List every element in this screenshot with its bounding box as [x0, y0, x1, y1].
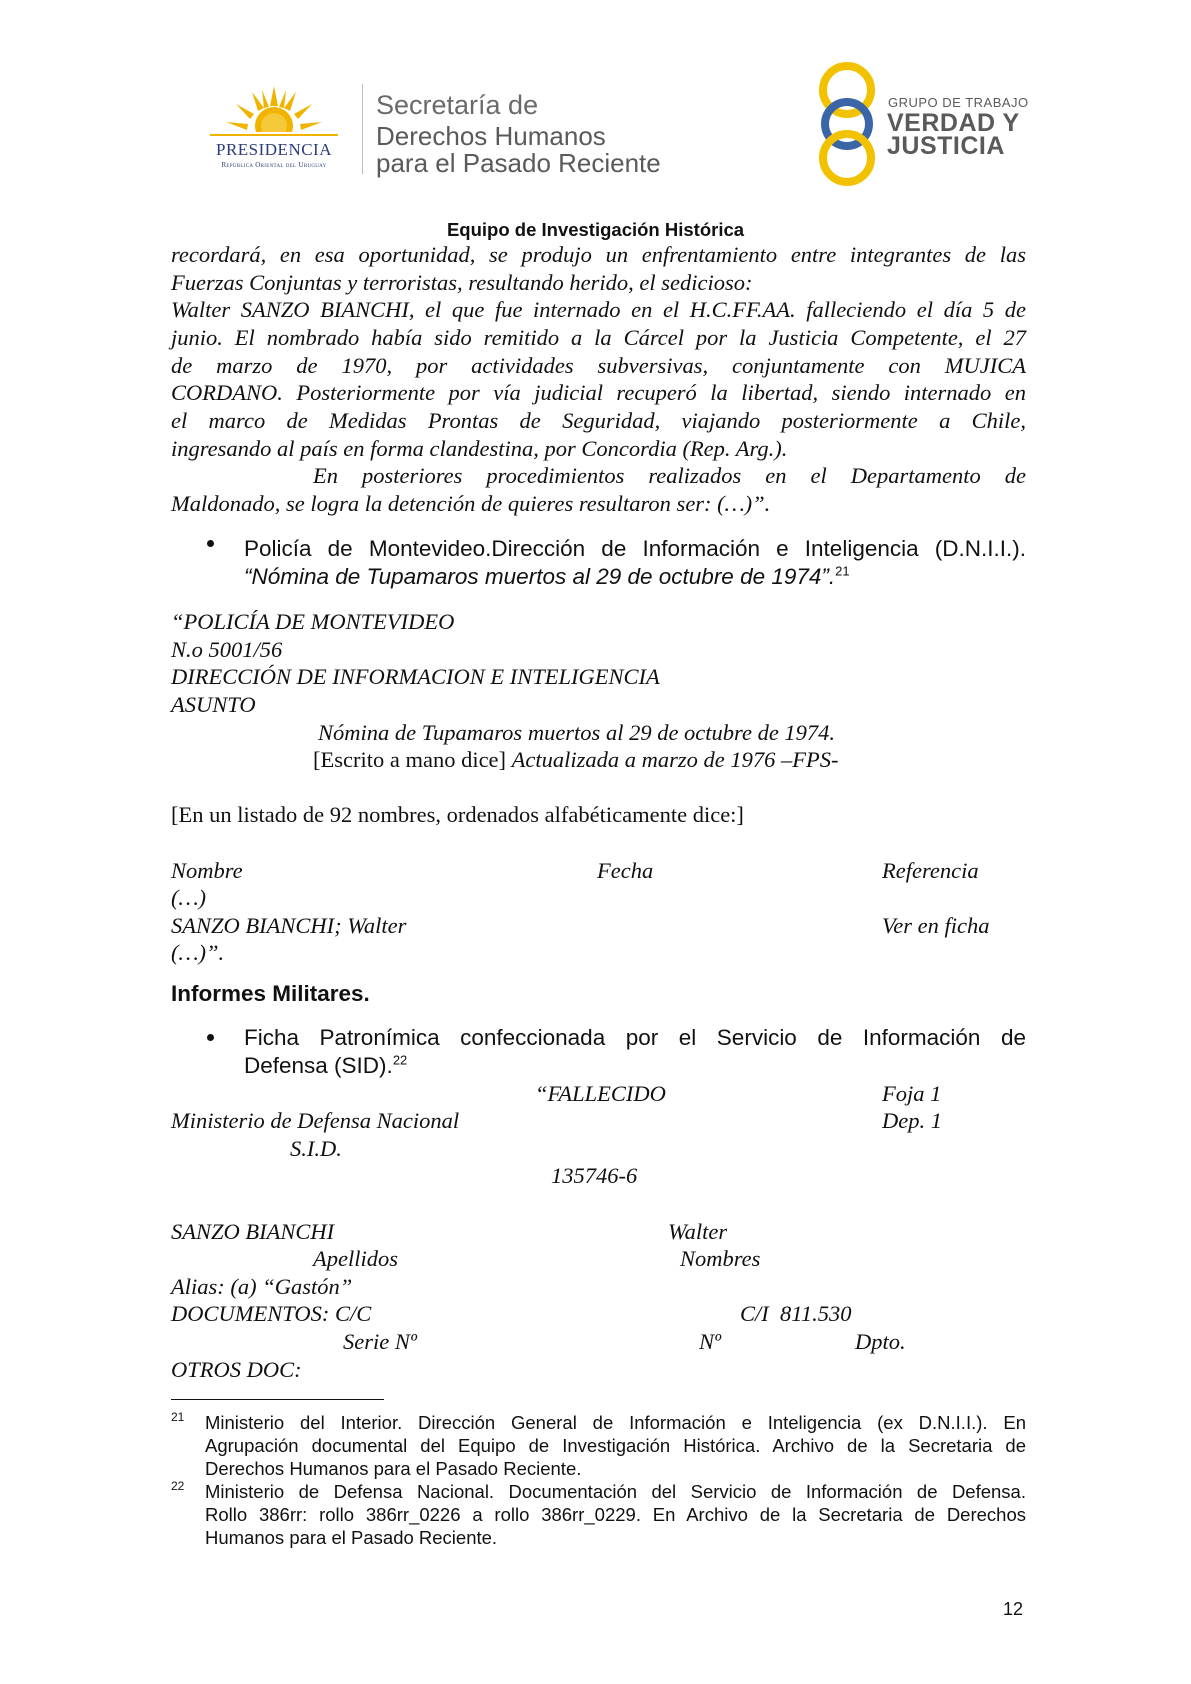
- footnote-separator: [171, 1399, 384, 1400]
- quote-line: Maldonado, se logra la detención de quieres resultaron ser: (…)”.: [171, 491, 771, 516]
- presidencia-logo: [196, 82, 352, 174]
- bullet-1-line2: [244, 563, 850, 591]
- quote-line: junio. El nombrado había sido remitido a la Cárcel por la Justicia Competente, el 27: [171, 325, 1026, 350]
- ficha-sid: S.I.D.: [290, 1136, 342, 1161]
- doc-line: ASUNTO: [171, 692, 256, 717]
- listing-note: [En un listado de 92 nombres, ordenados alfabéticamente dice:]: [171, 802, 744, 827]
- table-row-ref: Ver en ficha: [882, 913, 990, 938]
- footnote-line: Humanos para el Pasado Reciente.: [205, 1527, 498, 1548]
- doc-line: “POLICÍA DE MONTEVIDEO: [171, 609, 455, 634]
- bullet-dot-icon: [207, 1034, 214, 1041]
- secretaria-line1: Secretaría de: [376, 90, 539, 120]
- ficha-fallecido: “FALLECIDO: [535, 1081, 666, 1106]
- footnote-line: Ministerio del Interior. Dirección General de Información e Inteligencia (ex D.N.I.I.). En: [205, 1412, 1026, 1433]
- footnote-number: 21: [171, 1410, 185, 1424]
- quote-line: Walter SANZO BIANCHI, el que fue internado en el H.C.FF.AA. falleciendo el día 5 de: [171, 297, 1026, 322]
- section-title: Informes Militares.: [171, 981, 370, 1006]
- ficha-dep: Dep. 1: [882, 1108, 942, 1133]
- bullet-2-line1: Ficha Patronímica confeccionada por el Servicio de Información de: [244, 1025, 1026, 1050]
- page-number: 12: [1003, 1599, 1024, 1619]
- table-ellipsis: (…): [171, 885, 206, 910]
- bullet-1-title: “Nómina de Tupamaros muertos al 29 de octubre de 1974”.: [244, 564, 836, 589]
- col-header-name: Nombre: [171, 858, 243, 883]
- footnote-ref-22[interactable]: 22: [392, 1052, 408, 1068]
- footnote-number: 22: [171, 1479, 185, 1493]
- secretaria-line2: Derechos Humanos: [376, 121, 606, 151]
- secretaria-line3: para el Pasado Reciente: [376, 148, 661, 178]
- bullet-2-line2: [244, 1052, 407, 1080]
- grupo-line1: GRUPO DE TRABAJO: [888, 95, 1029, 110]
- ficha-foja: Foja 1: [882, 1081, 942, 1106]
- grupo-line3: JUSTICIA: [887, 132, 1005, 160]
- ficha-number: 135746-6: [551, 1163, 638, 1188]
- ficha-ci: C/I 811.530: [740, 1301, 852, 1326]
- footnote-line: Ministerio de Defensa Nacional. Documentación del Servicio de Información de Defensa.: [205, 1481, 1026, 1502]
- footnote-line: Agrupación documental del Equipo de Investigación Histórica. Archivo de la Secretaria de: [205, 1435, 1026, 1456]
- ficha-apellido: SANZO BIANCHI: [171, 1219, 335, 1244]
- ficha-serie: Serie Nº: [343, 1329, 417, 1354]
- ficha-alias: Alias: (a) “Gastón”: [171, 1274, 353, 1299]
- quote-line: recordará, en esa oportunidad, se produjo un enfrentamiento entre integrantes de las: [171, 242, 1026, 267]
- col-header-date: Fecha: [597, 858, 654, 883]
- quote-line: el marco de Medidas Prontas de Seguridad, viajando posteriormente a Chile,: [171, 408, 1026, 433]
- ficha-otros: OTROS DOC:: [171, 1357, 302, 1382]
- table-row-name: SANZO BIANCHI; Walter: [171, 913, 407, 938]
- ficha-dpto: Dpto.: [855, 1329, 906, 1354]
- footnote-ref-21[interactable]: 21: [835, 563, 850, 579]
- quote-line: Fuerzas Conjuntas y terroristas, resultando herido, el sedicioso:: [171, 270, 753, 295]
- presidencia-subtitle: República Oriental del Uruguay: [221, 161, 327, 169]
- grupo-line2: VERDAD Y: [887, 109, 1020, 137]
- grupo-trabajo-logo-icon: [812, 62, 882, 186]
- doc-handwritten: [313, 746, 839, 774]
- ficha-numero: Nº: [699, 1329, 721, 1354]
- quote-line: CORDANO. Posteriormente por vía judicial recuperó la libertad, siendo internado en: [171, 380, 1026, 405]
- header-divider: [362, 84, 363, 174]
- bullet-dot-icon: [207, 540, 214, 547]
- ficha-ministerio: Ministerio de Defensa Nacional: [171, 1108, 460, 1133]
- handwritten-prefix: [Escrito a mano dice]: [313, 747, 507, 772]
- doc-line: N.o 5001/56: [171, 637, 283, 662]
- quote-line: ingresando al país en forma clandestina, por Concordia (Rep. Arg.).: [171, 436, 788, 461]
- doc-subject: Nómina de Tupamaros muertos al 29 de octubre de 1974.: [318, 720, 836, 745]
- presidencia-name: PRESIDENCIA: [215, 140, 332, 159]
- ficha-nombre: Walter: [668, 1219, 728, 1244]
- ficha-nombres-label: Nombres: [680, 1246, 761, 1271]
- ficha-apellidos-label: Apellidos: [313, 1246, 398, 1271]
- handwritten-text: Actualizada a marzo de 1976 –FPS-: [511, 747, 839, 772]
- bullet-1-line1: Policía de Montevideo.Dirección de Información e Inteligencia (D.N.I.I.).: [244, 536, 1026, 561]
- quote-line: En posteriores procedimientos realizados en el Departamento de: [313, 463, 1026, 488]
- table-ellipsis: (…)”.: [171, 940, 225, 965]
- team-title: Equipo de Investigación Histórica: [446, 219, 745, 240]
- footnote-line: Rollo 386rr: rollo 386rr_0226 a rollo 386rr_0229. En Archivo de la Secretaria de Derechos: [205, 1504, 1026, 1525]
- quote-line: de marzo de 1970, por actividades subversivas, conjuntamente con MUJICA: [171, 353, 1026, 378]
- col-header-ref: Referencia: [882, 858, 979, 883]
- footnote-line: Derechos Humanos para el Pasado Reciente.: [205, 1458, 582, 1479]
- doc-line: DIRECCIÓN DE INFORMACION E INTELIGENCIA: [171, 664, 660, 689]
- ficha-documentos: DOCUMENTOS: C/C: [171, 1301, 372, 1326]
- bullet-2-title: Defensa (SID).: [244, 1053, 393, 1078]
